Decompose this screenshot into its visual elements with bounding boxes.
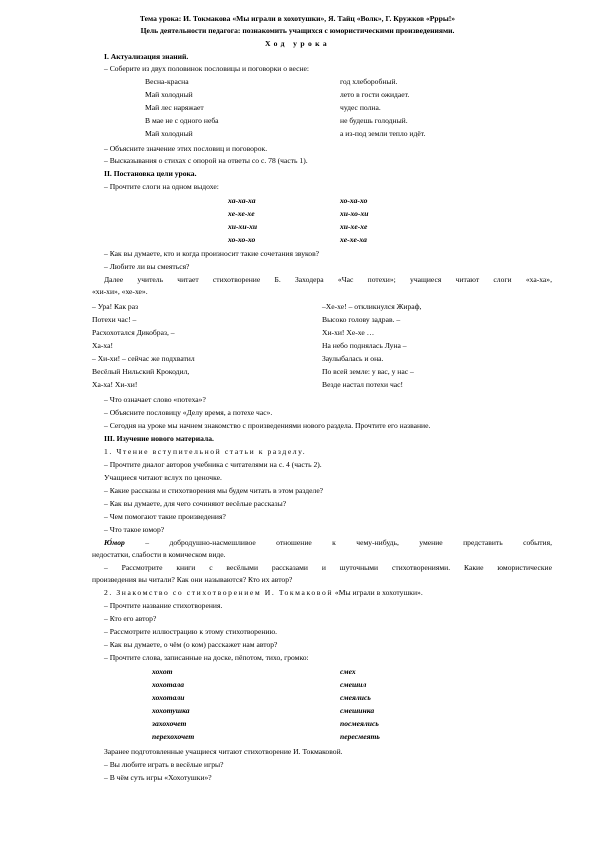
- poem-line-left: Ха-ха!: [92, 341, 113, 350]
- final-line: Заранее подготовленные учащиеся читают стихотворение И. Токмаковой.: [104, 747, 343, 756]
- word-right: смешил: [340, 680, 367, 689]
- subsection-1-line: Учащиеся читают вслух по ценочке.: [104, 473, 222, 482]
- subsection-1-line: – Прочтите диалог авторов учебника с читателями на с. 4 (часть 2).: [104, 460, 322, 469]
- subsection-2-line: – Как вы думаете, о чём (о ком) расскажет нам автор?: [104, 640, 278, 649]
- poem-line-right: Хи-хи! Хе-хе …: [322, 328, 375, 337]
- humor-definition-text: – добродушно-насмешливое отношение к чему-нибудь, умение представить события,: [124, 538, 552, 547]
- poem-line-left: Потехи час! –: [92, 315, 137, 324]
- intro-paragraph-line-2: «хи-хи», «хе-хе».: [92, 287, 148, 296]
- subsection-2-line: – Рассмотрите иллюстрацию к этому стихотворению.: [104, 627, 278, 636]
- proverb-left: Май холодный: [145, 90, 193, 99]
- final-line: – В чём суть игры «Хохотушки»?: [104, 773, 212, 782]
- section-1-question: – Высказывания о стихах с опорой на ответы со с. 78 (часть 1).: [104, 156, 308, 165]
- word-right: смешинка: [340, 706, 375, 715]
- section-2-heading: II. Постановка цели урока.: [104, 169, 197, 178]
- proverb-left: Весна-красна: [145, 77, 189, 86]
- section-2-question: – Что означает слово «потеха»?: [104, 395, 206, 404]
- word-left: хохот: [152, 667, 173, 676]
- proverb-left: Май лес наряжает: [145, 103, 204, 112]
- section-3-heading: III. Изучение нового материала.: [104, 434, 214, 443]
- subsection-1-line: – Что такое юмор?: [104, 525, 165, 534]
- word-right: смеялись: [340, 693, 371, 702]
- subsection-1-line: – Какие рассказы и стихотворения мы будем читать в этом разделе?: [104, 486, 324, 495]
- word-left: хохотали: [152, 693, 185, 702]
- subsection-2-heading: [104, 587, 564, 599]
- subsection-2-heading-spaced: 2. Знакомство со стихотворением И. Токмаковой: [104, 588, 334, 597]
- proverb-left: В мае не с одного неба: [145, 116, 219, 125]
- syllable-right: хи-хо-хи: [340, 209, 369, 218]
- section-1-task: – Соберите из двух половинок пословицы и поговорки о весне:: [104, 64, 309, 73]
- word-right: пересмеять: [340, 732, 380, 741]
- books-question-line-1: – Рассмотрите книги с весёлыми рассказами и шуточными стихотворениями. Какие юмористические: [104, 563, 552, 572]
- subsection-1-heading: 1. Чтение вступительной статьи к разделу.: [104, 447, 307, 456]
- poem-line-right: По всей земле: у вас, у нас –: [322, 367, 414, 376]
- subsection-2-line: – Прочтите слова, записанные на доске, пёпотом, тихо, громко:: [104, 653, 309, 662]
- subsection-2-line: – Прочтите название стихотворения.: [104, 601, 223, 610]
- syllable-right: хо-ха-хо: [340, 196, 368, 205]
- syllable-left: хи-хи-хи: [228, 222, 258, 231]
- proverb-right: год хлеборобный.: [340, 77, 398, 86]
- subsection-1-line: – Как вы думаете, для чего сочиняют весёлые рассказы?: [104, 499, 287, 508]
- proverb-right: чудес полна.: [340, 103, 381, 112]
- section-2-question: – Объясните пословицу «Делу время, а потехе час».: [104, 408, 273, 417]
- section-2-question: – Как вы думаете, кто и когда произносит такие сочетания звуков?: [104, 249, 320, 258]
- proverb-right: не будешь голодный.: [340, 116, 408, 125]
- poem-line-right: –Хе-хе! – откликнулся Жираф,: [322, 302, 422, 311]
- teacher-goal: Цель деятельности педагога: познакомить учащихся с юмористическими произведениями.: [140, 26, 455, 35]
- proverb-left: Май холодный: [145, 129, 193, 138]
- subsection-2-heading-tail: «Мы играли в хохотушки».: [333, 588, 423, 597]
- word-left: захохочет: [152, 719, 187, 728]
- poem-line-right: На небо поднялась Луна –: [322, 341, 407, 350]
- poem-line-left: Расхохотался Дикобраз, –: [92, 328, 175, 337]
- word-right: посмеялись: [340, 719, 379, 728]
- books-question-line-2: произведения вы читали? Как они называются? Кто их автор?: [92, 575, 293, 584]
- humor-definition-line-1: [104, 537, 552, 549]
- poem-line-right: Высоко голову задрав. –: [322, 315, 401, 324]
- syllable-right: хе-хе-ха: [340, 235, 367, 244]
- poem-line-right: Везде настал потехи час!: [322, 380, 404, 389]
- poem-line-left: Весёлый Нильский Крокодил,: [92, 367, 190, 376]
- section-2-question: – Сегодня на уроке мы начнем знакомство с произведениями нового раздела. Прочтите его название.: [104, 421, 431, 430]
- subsection-2-line: – Кто его автор?: [104, 614, 157, 623]
- poem-line-right: Заулыбалась и она.: [322, 354, 384, 363]
- humor-term: Ю́мор: [104, 538, 125, 547]
- humor-definition-line-2: недостатки, слабости в комическом виде.: [92, 550, 226, 559]
- syllable-left: хе-хе-хе: [228, 209, 255, 218]
- proverb-right: лето в гости ожидает.: [340, 90, 410, 99]
- course-heading: Ход урока: [264, 39, 331, 48]
- section-1-heading: I. Актуализация знаний.: [104, 52, 189, 61]
- lesson-title: Тема урока: И. Токмакова «Мы играли в хохотушки», Я. Тайц «Волк», Г. Кружков «Ррры!»: [139, 14, 456, 23]
- syllable-left: хо-хо-хо: [228, 235, 256, 244]
- section-2-task: – Прочтите слоги на одном выдохе:: [104, 182, 219, 191]
- syllable-right: хи-хе-хе: [340, 222, 368, 231]
- section-1-question: – Объясните значение этих пословиц и поговорок.: [104, 144, 268, 153]
- word-left: хохотушка: [152, 706, 190, 715]
- subsection-1-line: – Чем помогают такие произведения?: [104, 512, 226, 521]
- poem-line-left: – Хи-хи! – сейчас же подхватил: [92, 354, 195, 363]
- word-right: смех: [340, 667, 356, 676]
- final-line: – Вы любите играть в весёлые игры?: [104, 760, 224, 769]
- poem-line-left: Ха-ха! Хи-хи!: [92, 380, 138, 389]
- word-left: хохотала: [152, 680, 185, 689]
- intro-paragraph-line-1: Далее учитель читает стихотворение Б. Заходера «Час потехи»; учащиеся читают слоги «ха-ха»,: [104, 275, 552, 284]
- section-2-question: – Любите ли вы смеяться?: [104, 262, 190, 271]
- syllable-left: ха-ха-ха: [228, 196, 256, 205]
- poem-line-left: – Ура! Как раз: [92, 302, 139, 311]
- word-left: перехохочет: [152, 732, 195, 741]
- proverb-right: а из-под земли тепло идёт.: [340, 129, 426, 138]
